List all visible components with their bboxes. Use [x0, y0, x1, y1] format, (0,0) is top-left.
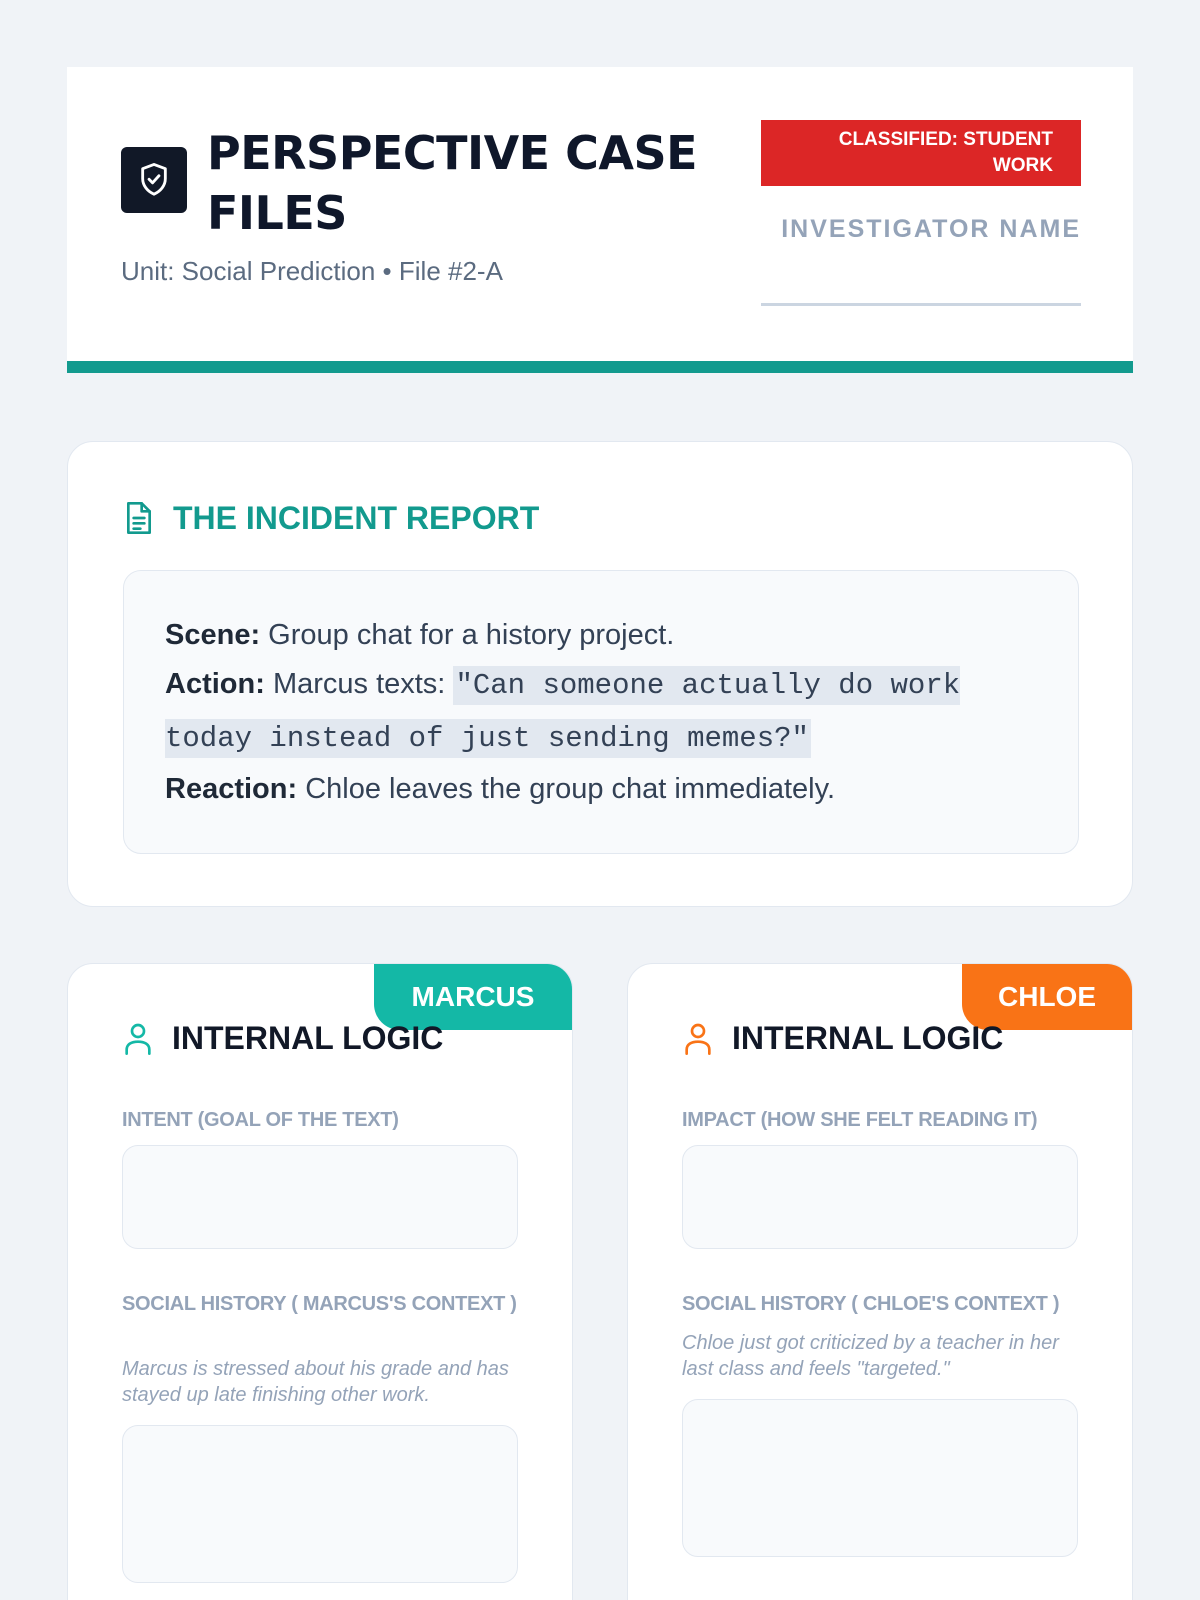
- chloe-title: INTERNAL LOGIC: [732, 1020, 1004, 1056]
- document-icon: [123, 499, 155, 537]
- marcus-tag: MARCUS: [374, 964, 572, 1030]
- impact-input[interactable]: [682, 1145, 1078, 1249]
- action-label: Action:: [165, 668, 265, 700]
- classified-badge: CLASSIFIED: STUDENT WORK: [761, 120, 1081, 186]
- reaction-text: Chloe leaves the group chat immediately.: [305, 773, 836, 805]
- page-subtitle: Unit: Social Prediction • File #2-A: [121, 256, 503, 286]
- scene-text: Group chat for a history project.: [268, 619, 675, 651]
- reaction-line: [165, 765, 1038, 813]
- chloe-header: [682, 1020, 1003, 1057]
- action-quote: "Can someone actually do work today instead of just sending memes?": [165, 666, 960, 758]
- marcus-history-input[interactable]: [122, 1425, 518, 1583]
- marcus-history-label: SOCIAL HISTORY ( MARCUS'S CONTEXT ): [122, 1293, 517, 1315]
- impact-label: IMPACT (HOW SHE FELT READING IT): [682, 1109, 1038, 1131]
- person-icon: [122, 1021, 154, 1057]
- incident-header: [123, 499, 539, 537]
- scene-label: Scene:: [165, 619, 261, 651]
- marcus-title: INTERNAL LOGIC: [172, 1020, 444, 1056]
- scene-line: [165, 611, 1038, 659]
- intent-input[interactable]: [122, 1145, 518, 1249]
- chloe-history-hint: Chloe just got criticized by a teacher in her last class and feels "targeted.": [682, 1332, 1059, 1380]
- chloe-history-input[interactable]: [682, 1399, 1078, 1557]
- case-file-header: [67, 67, 1133, 373]
- marcus-card: [67, 963, 573, 1600]
- incident-title: THE INCIDENT REPORT: [173, 499, 540, 536]
- incident-details: [123, 570, 1079, 854]
- chloe-tag: CHLOE: [962, 964, 1132, 1030]
- chloe-card: [627, 963, 1133, 1600]
- action-text: Marcus texts:: [272, 668, 446, 700]
- incident-report-card: [67, 441, 1133, 907]
- page-title: PERSPECTIVE CASE FILES: [207, 126, 698, 240]
- reaction-label: Reaction:: [165, 773, 298, 805]
- marcus-history-hint: Marcus is stressed about his grade and has stayed up late finishing other work.: [122, 1358, 509, 1406]
- person-icon: [682, 1021, 714, 1057]
- chloe-history-label: SOCIAL HISTORY ( CHLOE'S CONTEXT ): [682, 1293, 1060, 1315]
- shield-check-icon: [121, 147, 187, 213]
- investigator-name-label: INVESTIGATOR NAME: [781, 215, 1081, 243]
- intent-label: INTENT (GOAL OF THE TEXT): [122, 1109, 399, 1131]
- investigator-name-input[interactable]: [761, 303, 1081, 306]
- marcus-header: [122, 1020, 443, 1057]
- action-line: [165, 659, 1038, 765]
